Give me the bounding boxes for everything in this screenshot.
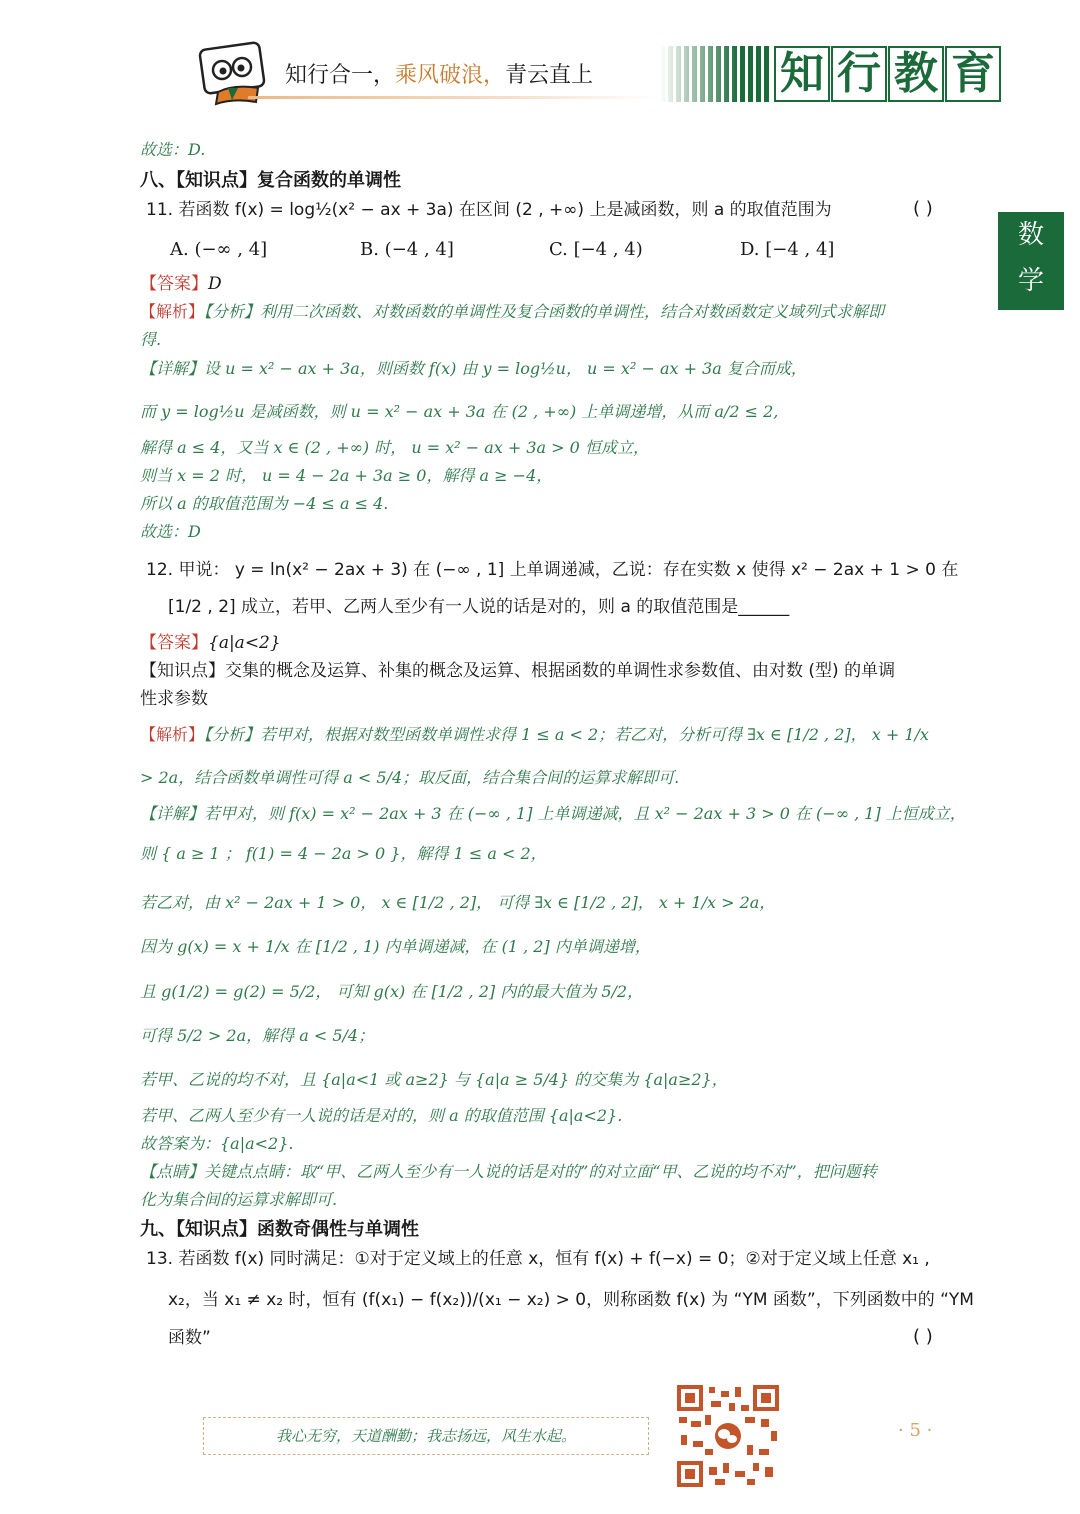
question-11: 11. 若函数 f(x) = log½(x² − ax + 3a) 在区间 (2 , +∞) 上是减函数，则 a 的取值范围为 (146, 200, 832, 220)
detail-12-line-6: 可得 5/2 > 2a，解得 a < 5/4； (140, 1026, 375, 1045)
analysis-text: 【分析】若甲对，根据对数型函数单调性求得 1 ≤ a < 2；若乙对，分析可得 ∃x ∈ [1/2 , 2]， x + 1/x (204, 725, 929, 744)
option-c: C. [−4 , 4) (549, 239, 643, 260)
analysis-text: 【分析】利用二次函数、对数函数的单调性及复合函数的单调性，结合对数函数定义域列式求解即 (204, 302, 885, 321)
detail-11-line-2: 而 y = log½u 是减函数，则 u = x² − ax + 3a 在 (2 , +∞) 上单调递增，从而 a/2 ≤ 2, (140, 402, 779, 421)
option-d: D. [−4 , 4] (740, 239, 835, 260)
question-11-paren: ( ) (913, 198, 933, 219)
qr-code-icon (675, 1383, 781, 1489)
header-stripes (660, 46, 772, 102)
detail-12-line-9: 故答案为：{a|a<2}. (140, 1134, 294, 1153)
footer-motto: 我心无穷，天道酬勤；我志扬远，风生水起。 (203, 1417, 649, 1455)
knowledge-12-line-1: 【知识点】交集的概念及运算、补集的概念及运算、根据函数的单调性求参数值、由对数 (型) 的单调 (140, 661, 896, 681)
analysis-12-cont: > 2a，结合函数单调性可得 a < 5/4；取反面，结合集合间的运算求解即可. (140, 768, 680, 787)
section-heading-9: 九、【知识点】函数奇偶性与单调性 (140, 1219, 419, 1240)
detail-11-line-4: 则当 x = 2 时， u = 4 − 2a + 3a ≥ 0，解得 a ≥ −4， (140, 466, 553, 485)
header-slogan (285, 58, 593, 89)
detail-12-line-2: 则 { a ≥ 1 ； f(1) = 4 − 2a > 0 }，解得 1 ≤ a < 2， (140, 844, 547, 863)
brand-char-1: 知 (774, 46, 830, 102)
analysis-tag: 【解析】 (140, 302, 205, 321)
answer-value: {a|a<2} (208, 633, 281, 653)
detail-11-line-3: 解得 a ≤ 4，又当 x ∈ (2 , +∞) 时， u = x² − ax + 3a > 0 恒成立， (140, 438, 649, 457)
header-underline (248, 96, 660, 99)
detail-12-line-5: 且 g(1/2) = g(2) = 5/2， 可知 g(x) 在 [1/2 , 2] 内的最大值为 5/2， (140, 982, 644, 1001)
detail-12-line-1: 【详解】若甲对，则 f(x) = x² − 2ax + 3 在 (−∞ , 1] 上单调递减，且 x² − 2ax + 3 > 0 在 (−∞ , 1] 上恒成立， (140, 804, 966, 823)
side-tab-line-2: 学 (1017, 266, 1044, 296)
section-heading-8: 八、【知识点】复合函数的单调性 (140, 170, 401, 191)
question-13-line-1: 13. 若函数 f(x) 同时满足：①对于定义域上的任意 x，恒有 f(x) + f(−x) = 0；②对于定义域上任意 x₁ , (146, 1249, 930, 1269)
question-12-line-1: 12. 甲说： y = ln(x² − 2ax + 3) 在 (−∞ , 1] 上单调递减，乙说：存在实数 x 使得 x² − 2ax + 1 > 0 在 (146, 560, 959, 580)
question-13-paren: ( ) (913, 1326, 933, 1347)
detail-12-line-8: 若甲、乙两人至少有一人说的话是对的，则 a 的取值范围 {a|a<2}. (140, 1106, 623, 1125)
slogan-part-2: 乘风破浪， (395, 63, 506, 88)
option-b: B. (−4 , 4] (360, 239, 454, 260)
slogan-part-1: 知行合一， (285, 63, 396, 88)
answer-value: D (208, 274, 222, 294)
knowledge-12-line-2: 性求参数 (140, 689, 208, 709)
analysis-12 (140, 723, 929, 747)
analysis-11 (140, 300, 884, 324)
analysis-tag: 【解析】 (140, 725, 205, 744)
detail-12-line-4: 因为 g(x) = x + 1/x 在 [1/2 , 1) 内单调递减，在 (1 , 2] 内单调递增， (140, 937, 651, 956)
key-point-line-1: 【点睛】关键点点睛：取“甲、乙两人至少有一人说的话是对的”的对立面“甲、乙说的均不对”，把问题转 (140, 1162, 877, 1181)
page-number: · 5 · (898, 1420, 933, 1441)
brand-char-4: 育 (945, 46, 1001, 102)
answer-tag: 【答案】 (140, 274, 208, 294)
option-a: A. (−∞ , 4] (170, 239, 268, 260)
detail-11-line-6: 故选：D (140, 522, 201, 541)
question-12-line-2: [1/2 , 2] 成立，若甲、乙两人至少有一人说的话是对的，则 a 的取值范围是______ (168, 597, 790, 617)
brand-char-2: 行 (831, 46, 887, 102)
answer-11 (140, 272, 222, 296)
brand-logo (773, 46, 1001, 102)
answer-tag: 【答案】 (140, 633, 208, 653)
slogan-part-3: 青云直上 (505, 63, 594, 88)
key-point-line-2: 化为集合间的运算求解即可. (140, 1190, 338, 1209)
analysis-11-cont: 得. (140, 330, 162, 349)
answer-12 (140, 631, 281, 655)
brand-char-3: 教 (888, 46, 944, 102)
previous-answer: 故选：D. (140, 140, 206, 159)
detail-12-line-7: 若甲、乙说的均不对，且 {a|a<1 或 a≥2} 与 {a|a ≥ 5/4} 的交集为 {a|a≥2}， (140, 1070, 728, 1089)
detail-12-line-3: 若乙对，由 x² − 2ax + 1 > 0， x ∈ [1/2 , 2]， 可得 ∃x ∈ [1/2 , 2]， x + 1/x > 2a， (140, 893, 776, 912)
detail-11-line-5: 所以 a 的取值范围为 −4 ≤ a ≤ 4. (140, 494, 389, 513)
side-tab-line-1: 数 (1017, 220, 1044, 250)
question-13-line-3: 函数” (168, 1328, 211, 1348)
detail-11-line-1: 【详解】设 u = x² − ax + 3a，则函数 f(x) 由 y = log½u， u = x² − ax + 3a 复合而成， (140, 359, 807, 378)
question-13-line-2: x₂，当 x₁ ≠ x₂ 时，恒有 (f(x₁) − f(x₂))/(x₁ − x₂) > 0，则称函数 f(x) 为 “YM 函数”，下列函数中的 “YM (168, 1290, 974, 1310)
subject-side-tab (998, 212, 1064, 310)
